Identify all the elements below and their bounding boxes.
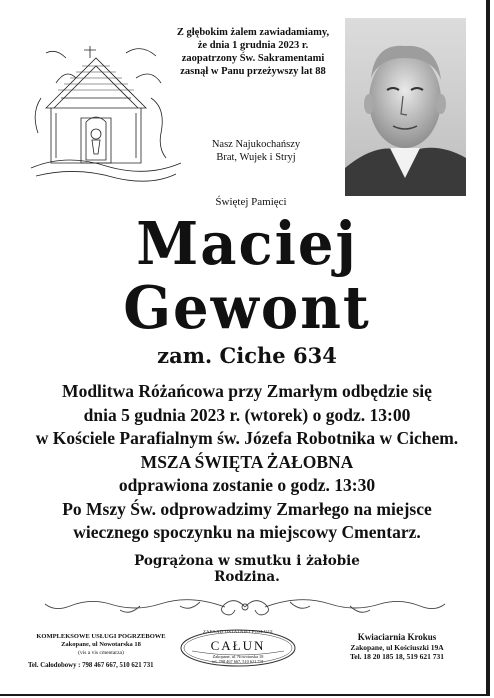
- logo-address: Zakopane, ul. Nowotarska 18: [212, 654, 264, 659]
- chapel-illustration: [26, 38, 186, 188]
- memory-label: Świętej Pamięci: [215, 196, 287, 208]
- grief-line: Pogrążona w smutku i żałobie: [134, 553, 360, 569]
- family-signature: Rodzina.: [214, 569, 280, 585]
- funeral-home-address: Zakopane, ul Nowotarska 18: [61, 641, 141, 648]
- kinship-text: [198, 138, 314, 164]
- ceremony-details: [0, 380, 494, 545]
- last-name: Gewont: [123, 273, 371, 343]
- ceremony-line: Po Mszy Św. odprowadzimy Zmarłego na miejsce: [62, 498, 432, 519]
- florist-phone: Tel. 18 20 185 18, 519 621 731: [349, 652, 445, 661]
- logo-phone: tel. 798 467 667, 510 621 731: [212, 659, 264, 664]
- funeral-home-title: KOMPLEKSOWE USŁUGI POGRZEBOWE: [36, 633, 166, 640]
- deceased-address: zam. Ciche 634: [157, 343, 337, 368]
- ceremony-line: dnia 5 gudnia 2023 r. (wtorek) o godz. 13:00: [83, 404, 411, 425]
- announcement-line: zaopatrzony Św. Sakramentami: [181, 53, 325, 64]
- logo-contact: [178, 654, 298, 664]
- announcement-line: Z głębokim żalem zawiadamiamy,: [176, 27, 330, 38]
- logo-tagline: ZAKŁAD OSTATNIEJ POSŁUGI: [203, 629, 273, 634]
- grief-text: [0, 553, 494, 585]
- ceremony-line: wiecznego spoczynku na miejscowy Cmentarz.: [73, 522, 421, 542]
- florist-name: Kwiaciarnia Krokus: [357, 632, 437, 642]
- florist-info: [322, 633, 472, 661]
- announcement-text: [168, 26, 338, 78]
- funeral-home-phone: Tel. Całodobowy : 798 467 667, 510 621 731: [28, 662, 154, 669]
- portrait-icon: [345, 18, 466, 196]
- ceremony-line: Modlitwa Różańcowa przy Zmarłym odbędzie się: [62, 381, 432, 401]
- ceremony-line: w Kościele Parafialnym św. Józefa Robotnika w Cichem.: [35, 428, 459, 448]
- first-name: Maciej: [136, 209, 358, 279]
- funeral-home-info: [26, 633, 176, 670]
- logo-name: CAŁUN: [210, 638, 266, 653]
- announcement-line: że dnia 1 grudnia 2023 r.: [197, 40, 309, 51]
- ceremony-line: odprawiona zostanie o godz. 13:30: [118, 475, 376, 495]
- kinship-line: Nasz Najukochańszy: [211, 139, 301, 150]
- portrait-photo: [345, 18, 466, 196]
- florist-address: Zakopane, ul Kościuszki 19A: [350, 643, 444, 652]
- funeral-home-note: (vis a vis cmentarza): [78, 650, 124, 656]
- announcement-line: zasnął w Panu przeżywszy lat 88: [180, 66, 326, 77]
- kinship-line: Brat, Wujek i Stryj: [216, 152, 296, 163]
- ornament-divider: [40, 592, 450, 622]
- ceremony-line: MSZA ŚWIĘTA ŻAŁOBNA: [140, 451, 354, 472]
